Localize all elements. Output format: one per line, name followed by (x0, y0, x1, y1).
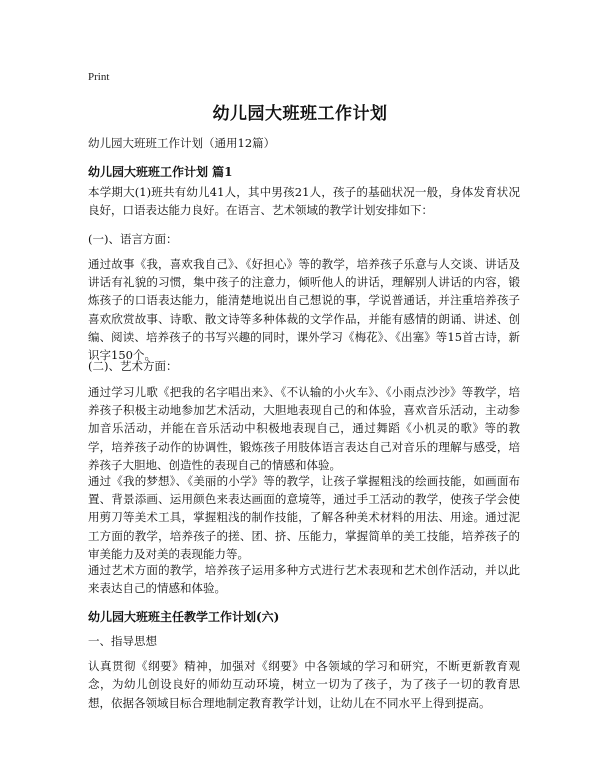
section-2-heading: 幼儿园大班班主任教学工作计划(六) (88, 610, 280, 624)
section-1-heading: 幼儿园大班班工作计划 篇1 (88, 165, 233, 179)
art-heading: (二)、艺术方面： (88, 359, 178, 373)
art-paragraph-1: 通过学习儿歌《把我的名字唱出来》、《不认输的小火车》、《小雨点沙沙》等教学，培养孩子积极主动地参加艺术活动，大胆地表现自己的和体验，喜欢音乐活动，主动参加音乐活动，并能在音乐活动中积极地表现自己，通过舞蹈《小机灵的歌》等的教学，培养孩子动作的协调性，锻炼孩子用肢体语言表达自己对音乐的理解与感受，培养孩子大胆地、创造性的表现自己的情感和体验。 (88, 385, 520, 472)
art-paragraph-3: 通过艺术方面的教学，培养孩子运用多种方式进行艺术表现和艺术创作活动，并以此来表达自己的情感和体验。 (88, 563, 520, 596)
art-paragraph-2: 通过《我的梦想》、《美丽的小学》等的教学，让孩子掌握粗浅的绘画技能，如画面布置、背景添画、运用颜色来表达画面的意境等，通过手工活动的教学，使孩子学会使用剪刀等美术工具，掌握粗浅的制作技能，了解各种美术材料的用法、用途。通过泥工方面的教学，培养孩子的搓、团、挤、压能力，掌握简单的美工技能，培养孩子的审美能力及对美的表现能力等。 (88, 474, 520, 561)
document-title: 幼儿园大班班工作计划 (212, 104, 388, 124)
guide-heading: 一、指导思想 (88, 634, 157, 648)
document-subtitle: 幼儿园大班班工作计划（通用12篇） (88, 136, 276, 150)
guide-paragraph: 认真贯彻《纲要》精神，加强对《纲要》中各领域的学习和研究，不断更新教育观念，为幼儿创设良好的师幼互动环境，树立一切为了孩子，为了孩子一切的教育思想，依据各领域目标合理地制定教育教学计划，让幼儿在不同水平上得到提高。 (88, 659, 520, 710)
language-heading: (一)、语言方面： (88, 232, 178, 246)
section-1-intro: 本学期大(1)班共有幼儿41人，其中男孩21人，孩子的基础状况一般，身体发育状况良好，口语表达能力良好。在语言、艺术领域的教学计划安排如下： (88, 185, 520, 218)
print-link[interactable]: Print (88, 71, 110, 83)
language-paragraph: 通过故事《我，喜欢我自己》、《好担心》等的教学，培养孩子乐意与人交谈、讲话及讲话有礼貌的习惯，集中孩子的注意力，倾听他人的讲话，理解别人讲话的内容，锻炼孩子的口语表达能力，能清楚地说出自己想说的事，学说普通话，并注重培养孩子喜欢欣赏故事、诗歌、散文诗等多种体裁的文学作品，并能有感情的朗诵、讲述、创编、阅读、培养孩子的书写兴趣的同时，课外学习《梅花》、《出塞》等15首古诗，新识字150个。 (88, 257, 520, 363)
